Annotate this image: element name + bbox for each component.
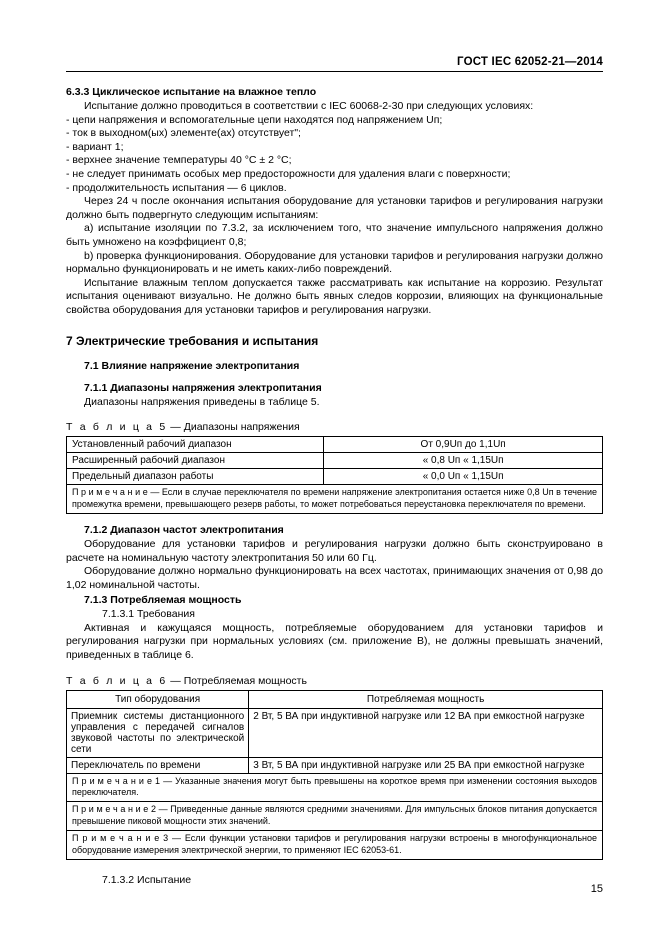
table-note-row [67, 802, 603, 831]
paragraph-intro: Испытание должно проводиться в соответствии с IEC 60068-2-30 при следующих условиях: [84, 100, 534, 112]
table6-note-2: П р и м е ч а н и е 2 — Приведенные данные являются средними значениями. Для импульсных блоков питания допускается превышение пиковой мощности этих значений. [67, 802, 603, 831]
table-power-consumption [66, 690, 603, 860]
table-note-row [67, 485, 603, 514]
heading-7-1-3-2: 7.1.3.2 Испытание [102, 874, 192, 887]
heading-7-1: 7.1 Влияние напряжение электропитания [84, 359, 300, 372]
paragraph-item-a: a) испытание изоляции по 7.3.2, за исключением того, что значение импульсного напряжения должно быть умножено на коэффициент 0,8; [66, 222, 603, 248]
table6-caption-text: — Потребляемая мощность [170, 674, 307, 687]
range-name: Предельный диапазон работы [67, 469, 324, 485]
list-item: - верхнее значение температуры 40 °С ± 2 °С; [66, 154, 292, 167]
table5-caption [66, 421, 603, 433]
page-header: ГОСТ IEC 62052-21—2014 [66, 56, 603, 72]
equipment-type: Переключатель по времени [67, 757, 249, 773]
heading-7-1-2: 7.1.2 Диапазон частот электропитания [84, 523, 284, 536]
section-6-3-3 [66, 86, 603, 318]
column-header-power: Потребляемая мощность [249, 690, 603, 708]
table5-note: П р и м е ч а н и е — Если в случае переключателя по времени напряжение электропитания остается ниже 0,8 Uп в течение промежутка времени, превышающего резерв работы, то может потребоваться переустановка переключателя по времени. [67, 485, 603, 514]
table6-caption-label: Т а б л и ц а 6 [66, 674, 168, 687]
table5-caption-text: — Диапазоны напряжения [170, 421, 300, 434]
power-value: 3 Вт, 5 ВА при индуктивной нагрузке или 25 ВА при емкостной нагрузке [249, 757, 603, 773]
heading-6-3-3: 6.3.3 Циклическое испытание на влажное тепло [66, 86, 317, 98]
table-row [67, 708, 603, 757]
table6-note-3: П р и м е ч а н и е 3 — Если функции установки тарифов и регулирования нагрузки встроены в многофункциональное оборудование измерения электрической энергии, то применяют IEC 62053-61. [67, 831, 603, 860]
equipment-type: Приемник системы дистанционного управления с передачей сигналов звуковой частоты по электрической сети [67, 708, 249, 757]
table-header-row [67, 690, 603, 708]
range-value: « 0,0 Uп « 1,15Uп [324, 469, 603, 485]
paragraph-7-1-2-a: Оборудование для установки тарифов и регулирования нагрузки должно быть сконструировано в расчете на номинальную частоту электропитания 50 или 60 Гц. [66, 537, 603, 564]
table-row [67, 757, 603, 773]
list-item: - ток в выходном(ых) элементе(ах) отсутствует"; [66, 127, 301, 140]
page-number: 15 [590, 883, 603, 895]
list-item: - продолжительность испытания — 6 циклов. [66, 181, 287, 194]
paragraph-after-24h: Через 24 ч после окончания испытания оборудование для установки тарифов и регулирования нагрузки должно быть подвергнуто следующим испытаниям: [66, 195, 603, 221]
table-row [67, 437, 603, 453]
list-item: - цепи напряжения и вспомогательные цепи находятся под напряжением Uп; [66, 113, 443, 126]
heading-7-1-3-1: 7.1.3.1 Требования [102, 608, 195, 621]
paragraph-corrosion: Испытание влажным теплом допускается также рассматривать как испытание на коррозию. Результат испытания оценивают визуально. Не должно быть явных следов коррозии, влияющих на функциональные свойства оборудования для установки тарифов и регулирования нагрузки. [66, 276, 603, 316]
paragraph-7-1-2-b: Оборудование должно нормально функционировать на всех частотах, принимающих значения от 0,98 до 1,02 номинальной частоты. [66, 565, 603, 591]
table-voltage-ranges [66, 436, 603, 514]
table-note-row [67, 773, 603, 802]
section-7-title: 7 Электрические требования и испытания [66, 333, 319, 348]
range-value: От 0,9Uп до 1,1Uп [324, 437, 603, 453]
range-value: « 0,8 Uп « 1,15Uп [324, 453, 603, 469]
condition-list [66, 114, 603, 196]
table6-caption [66, 675, 603, 687]
range-name: Установленный рабочий диапазон [67, 437, 324, 453]
table-note-row [67, 831, 603, 860]
column-header-type: Тип оборудования [67, 690, 249, 708]
table6-note-1: П р и м е ч а н и е 1 — Указанные значения могут быть превышены на короткое время при изменении состояния выходов переключателя. [67, 773, 603, 802]
list-item: - вариант 1; [66, 140, 124, 153]
table-row [67, 469, 603, 485]
paragraph-7-1-1: Диапазоны напряжения приведены в таблице 5. [84, 395, 320, 408]
range-name: Расширенный рабочий диапазон [67, 453, 324, 469]
paragraph-item-b: b) проверка функционирования. Оборудование для установки тарифов и регулирования нагрузки должно нормально функционировать и не иметь каких-либо повреждений. [66, 249, 603, 276]
list-item: - не следует принимать особых мер предосторожности для удаления влаги с поверхности; [66, 167, 511, 180]
table5-caption-label: Т а б л и ц а 5 [66, 421, 168, 434]
table-row [67, 453, 603, 469]
heading-7-1-1: 7.1.1 Диапазоны напряжения электропитания [84, 381, 322, 394]
paragraph-7-1-3-1: Активная и кажущаяся мощность, потребляемые оборудованием для установки тарифов и регулирования нагрузки при нормальных условиях (см. приложение В), не должны превышать значений, приведенных в таблице 6. [66, 621, 603, 662]
power-value: 2 Вт, 5 ВА при индуктивной нагрузке или 12 ВА при емкостной нагрузке [249, 708, 603, 757]
heading-7-1-3: 7.1.3 Потребляемая мощность [84, 594, 242, 607]
